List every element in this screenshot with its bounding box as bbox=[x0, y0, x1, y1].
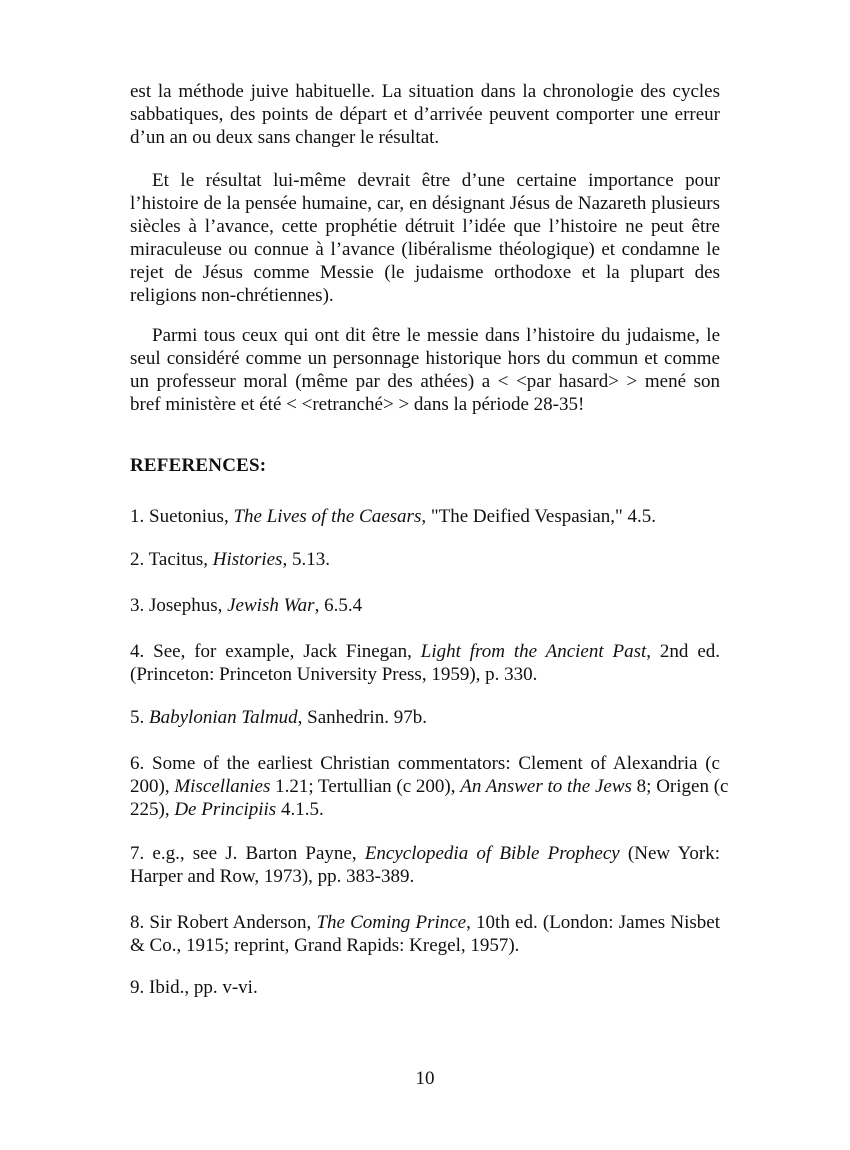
text-line: miraculeuse ou connue à l’avance (libéralisme théologique) et condamne le bbox=[130, 239, 720, 260]
document-page bbox=[130, 0, 729, 1150]
reference-item-1 bbox=[130, 505, 720, 528]
reference-text: Harper and Row, 1973), pp. 383-389. bbox=[130, 866, 415, 887]
reference-title: The Coming Prince bbox=[316, 912, 467, 933]
text-line: siècles à l’avance, cette prophétie détruit l’idée que l’histoire ne peut être bbox=[130, 216, 720, 237]
reference-text: 200), bbox=[130, 776, 175, 797]
reference-text: , 5.13. bbox=[282, 549, 330, 570]
body-paragraph-2 bbox=[130, 169, 720, 307]
reference-text: 8. Sir Robert Anderson, bbox=[130, 912, 317, 933]
reference-line bbox=[130, 865, 720, 888]
reference-line bbox=[130, 663, 720, 686]
reference-text: 7. e.g., see J. Barton Payne, bbox=[130, 843, 365, 864]
reference-item-8 bbox=[130, 911, 720, 957]
page-number: 10 bbox=[415, 1068, 435, 1089]
reference-line bbox=[130, 798, 720, 821]
body-paragraph-1 bbox=[130, 80, 720, 149]
reference-title: The Lives of the Caesars bbox=[233, 506, 422, 527]
body-paragraph-3 bbox=[130, 324, 720, 416]
reference-text: , 6.5.4 bbox=[314, 595, 363, 616]
reference-line bbox=[130, 752, 720, 775]
reference-item-3 bbox=[130, 594, 720, 617]
text-line: rejet de Jésus comme Messie (le judaisme orthodoxe et la plupart des bbox=[130, 262, 720, 283]
reference-line bbox=[130, 976, 720, 999]
reference-text: , 10th ed. (London: James Nisbet bbox=[466, 912, 720, 933]
text-line: bref ministère et été < <retranché> > dans la période 28-35! bbox=[130, 394, 585, 415]
text-line: Et le résultat lui-même devrait être d’une certaine importance pour bbox=[152, 170, 720, 191]
reference-title: Encyclopedia of Bible Prophecy bbox=[364, 843, 620, 864]
reference-text: (New York: bbox=[619, 843, 720, 864]
text-line: seul considéré comme un personnage historique hors du commun et comme bbox=[130, 348, 720, 369]
reference-title: Histories bbox=[212, 549, 283, 570]
reference-line bbox=[130, 505, 720, 528]
reference-text: 9. Ibid., pp. v-vi. bbox=[130, 977, 258, 998]
text-line: religions non-chrétiennes). bbox=[130, 285, 334, 306]
references-heading: REFERENCES: bbox=[130, 455, 267, 476]
text-line: d’un an ou deux sans changer le résultat. bbox=[130, 127, 440, 148]
reference-item-6 bbox=[130, 752, 729, 821]
reference-title: Jewish War bbox=[227, 595, 315, 616]
reference-item-7 bbox=[130, 842, 720, 888]
reference-item-9 bbox=[130, 976, 720, 999]
reference-text: 8; Origen (c bbox=[631, 776, 729, 797]
reference-line bbox=[130, 548, 720, 571]
reference-text: 1. Suetonius, bbox=[130, 506, 234, 527]
reference-title: De Principiis bbox=[174, 799, 277, 820]
reference-text: 1.21; Tertullian (c 200), bbox=[270, 776, 461, 797]
reference-text: , Sanhedrin. 97b. bbox=[297, 707, 427, 728]
reference-line bbox=[130, 842, 720, 865]
reference-text: 6. Some of the earliest Christian commentators: Clement of Alexandria (c bbox=[130, 753, 720, 774]
text-line: l’histoire de la pensée humaine, car, en désignant Jésus de Nazareth plusieurs bbox=[130, 193, 720, 214]
text-line: sabbatiques, des points de départ et d’arrivée peuvent comporter une erreur bbox=[130, 104, 720, 125]
text-line: Parmi tous ceux qui ont dit être le messie dans l’histoire du judaisme, le bbox=[152, 325, 720, 346]
reference-text: 4.1.5. bbox=[276, 799, 324, 820]
reference-text: 3. Josephus, bbox=[130, 595, 228, 616]
reference-title: Miscellanies bbox=[174, 776, 271, 797]
reference-line bbox=[130, 594, 720, 617]
reference-line bbox=[130, 706, 720, 729]
reference-item-5 bbox=[130, 706, 720, 729]
reference-item-2 bbox=[130, 548, 720, 571]
reference-text: , "The Deified Vespasian," 4.5. bbox=[421, 506, 657, 527]
reference-text: 4. See, for example, Jack Finegan, bbox=[130, 641, 421, 662]
reference-item-4 bbox=[130, 640, 720, 686]
reference-title: An Answer to the Jews bbox=[460, 776, 632, 797]
text-line: est la méthode juive habituelle. La situation dans la chronologie des cycles bbox=[130, 81, 720, 102]
reference-text: , 2nd ed. bbox=[646, 641, 721, 662]
reference-text: & Co., 1915; reprint, Grand Rapids: Kregel, 1957). bbox=[130, 935, 520, 956]
reference-text: (Princeton: Princeton University Press, 1959), p. 330. bbox=[130, 664, 538, 685]
reference-title: Babylonian Talmud bbox=[149, 707, 298, 728]
reference-text: 225), bbox=[130, 799, 175, 820]
reference-line bbox=[130, 911, 720, 934]
reference-title: Light from the Ancient Past bbox=[420, 641, 647, 662]
reference-line bbox=[130, 640, 720, 663]
reference-line bbox=[130, 934, 720, 957]
reference-text: 5. bbox=[130, 707, 149, 728]
reference-line bbox=[130, 775, 729, 798]
text-line: un professeur moral (même par des athées) a < <par hasard> > mené son bbox=[130, 371, 720, 392]
reference-text: 2. Tacitus, bbox=[130, 549, 213, 570]
